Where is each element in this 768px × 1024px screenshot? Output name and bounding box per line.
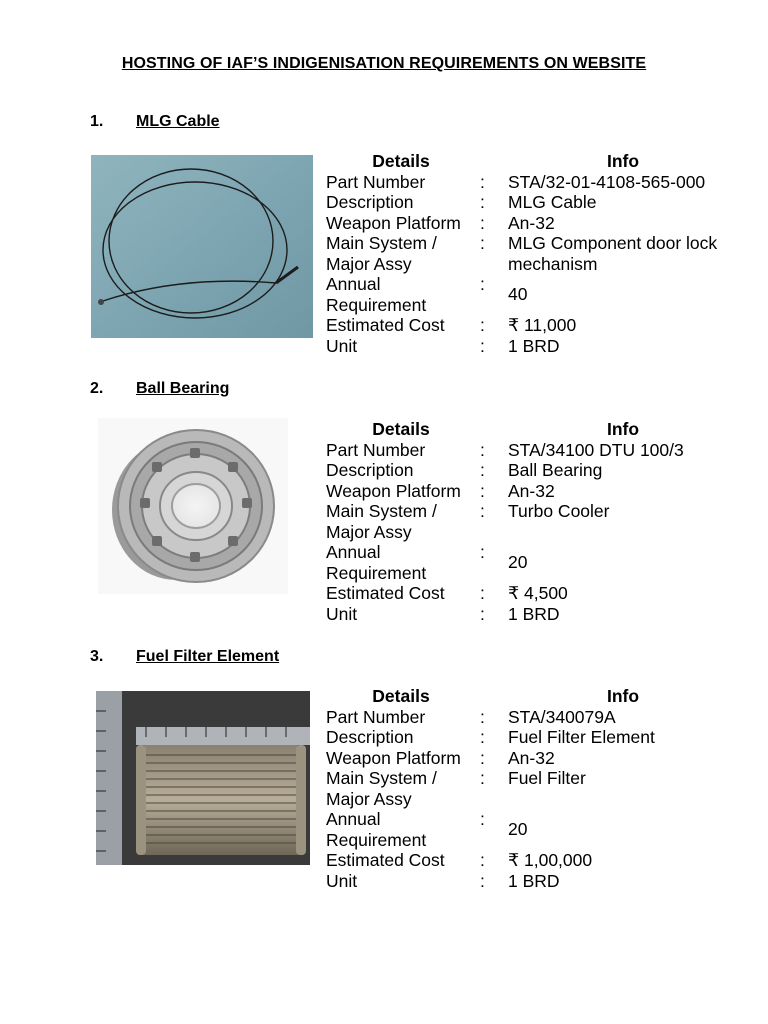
row-value: 1 BRD — [508, 603, 560, 624]
row-value: An-32 — [508, 212, 555, 233]
row-colon: : — [480, 335, 485, 356]
row-label: Main System / Major Assy — [326, 233, 437, 274]
row-colon: : — [480, 460, 485, 480]
mlg-cable-photo — [91, 155, 313, 338]
table-row — [326, 336, 738, 357]
row-colon: : — [480, 706, 485, 727]
row-label: Weapon Platform — [326, 480, 461, 501]
row-label: Part Number — [326, 171, 426, 192]
info-table-ball-bearing — [326, 419, 738, 624]
row-value: Fuel Filter Element — [508, 727, 655, 747]
info-header: Info — [606, 686, 640, 706]
table-row — [326, 501, 738, 542]
row-colon: : — [480, 501, 485, 521]
row-colon: : — [480, 727, 485, 747]
row-value: MLG Cable — [508, 192, 597, 212]
info-table-mlg-cable — [326, 151, 738, 356]
row-colon: : — [480, 192, 485, 212]
table-row — [326, 440, 738, 461]
row-label: Unit — [326, 870, 358, 891]
table-row — [326, 809, 738, 850]
row-value: 1 BRD — [508, 335, 560, 356]
table-row — [326, 315, 738, 336]
row-value: An-32 — [508, 747, 555, 768]
row-colon: : — [480, 171, 485, 192]
row-colon: : — [480, 439, 485, 460]
row-label: Estimated Cost — [326, 850, 445, 870]
table-row — [326, 768, 738, 809]
row-label: Main System / Major Assy — [326, 768, 437, 809]
table-row — [326, 604, 738, 625]
row-label: Main System / Major Assy — [326, 501, 437, 542]
row-colon: : — [480, 809, 485, 829]
row-label: Description — [326, 192, 414, 212]
table-row — [326, 213, 738, 234]
row-value: 20 — [508, 819, 528, 840]
details-header: Details — [372, 686, 430, 706]
row-label: Description — [326, 727, 414, 747]
item-number: 3. — [90, 648, 104, 665]
item-name: Fuel Filter Element — [136, 648, 280, 665]
table-row — [326, 727, 738, 748]
ball-bearing-photo — [98, 418, 288, 594]
item-heading-ball-bearing — [90, 380, 229, 398]
row-value: ₹ 4,500 — [508, 583, 568, 603]
row-label: Annual Requirement — [326, 809, 427, 850]
row-label: Estimated Cost — [326, 315, 445, 335]
table-row — [326, 871, 738, 892]
row-value: STA/34100 DTU 100/3 — [508, 439, 684, 460]
row-colon: : — [480, 583, 485, 603]
details-header: Details — [372, 151, 430, 171]
row-colon: : — [480, 212, 485, 233]
row-value: MLG Component door lock mechanism — [508, 233, 718, 274]
row-value: ₹ 1,00,000 — [508, 850, 593, 870]
row-label: Description — [326, 460, 414, 480]
row-label: Annual Requirement — [326, 542, 427, 583]
item-name: MLG Cable — [136, 113, 220, 130]
row-colon: : — [480, 870, 485, 891]
info-header: Info — [606, 419, 640, 439]
table-row — [326, 748, 738, 769]
table-row — [326, 460, 738, 481]
item-name: Ball Bearing — [136, 380, 230, 397]
row-label: Annual Requirement — [326, 274, 427, 315]
row-colon: : — [480, 850, 485, 870]
row-label: Part Number — [326, 439, 426, 460]
row-value: 20 — [508, 552, 528, 573]
table-row — [326, 274, 738, 315]
row-value: STA/32-01-4108-565-000 — [508, 171, 706, 192]
row-colon: : — [480, 480, 485, 501]
row-colon: : — [480, 233, 485, 253]
row-value: Turbo Cooler — [508, 501, 610, 521]
details-header: Details — [372, 419, 430, 439]
row-value: 1 BRD — [508, 870, 560, 891]
table-row — [326, 172, 738, 193]
row-colon: : — [480, 315, 485, 335]
table-row — [326, 192, 738, 213]
row-colon: : — [480, 274, 485, 294]
table-row — [326, 481, 738, 502]
row-colon: : — [480, 603, 485, 624]
row-value: An-32 — [508, 480, 555, 501]
row-value: Fuel Filter — [508, 768, 586, 788]
info-header: Info — [606, 151, 640, 171]
info-table-fuel-filter — [326, 686, 738, 891]
item-number: 1. — [90, 113, 104, 130]
row-label: Estimated Cost — [326, 583, 445, 603]
row-label: Unit — [326, 335, 358, 356]
row-value: ₹ 11,000 — [508, 315, 577, 335]
row-colon: : — [480, 768, 485, 788]
page-title: HOSTING OF IAF’S INDIGENISATION REQUIREMENTS ON WEBSITE — [121, 55, 647, 72]
row-colon: : — [480, 747, 485, 768]
row-colon: : — [480, 542, 485, 562]
table-row — [326, 583, 738, 604]
item-number: 2. — [90, 380, 104, 397]
row-value: STA/340079A — [508, 706, 616, 727]
row-label: Unit — [326, 603, 358, 624]
row-label: Weapon Platform — [326, 212, 461, 233]
table-row — [326, 850, 738, 871]
row-label: Part Number — [326, 706, 426, 727]
item-heading-mlg-cable — [90, 113, 220, 131]
fuel-filter-photo — [96, 691, 310, 865]
table-row — [326, 233, 738, 274]
row-value: 40 — [508, 284, 528, 305]
row-label: Weapon Platform — [326, 747, 461, 768]
row-value: Ball Bearing — [508, 460, 603, 480]
table-row — [326, 707, 738, 728]
item-heading-fuel-filter — [90, 648, 279, 666]
table-row — [326, 542, 738, 583]
